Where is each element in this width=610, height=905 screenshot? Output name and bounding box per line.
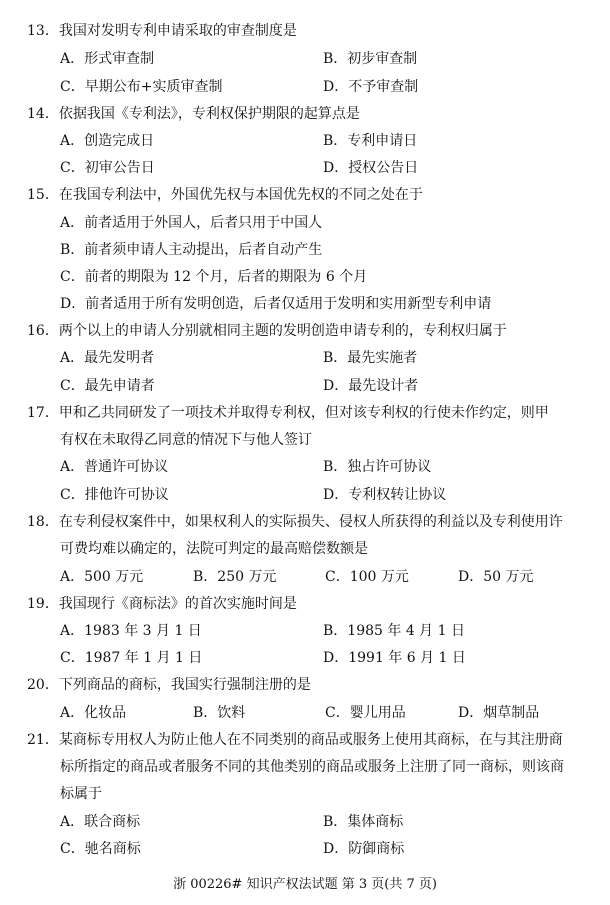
option-d: D．1991 年 6 月 1 日 <box>323 650 466 666</box>
option-c: C．最先申请者 <box>60 378 155 394</box>
option-c: C．100 万元 <box>325 569 409 585</box>
option-a: A．最先发明者 <box>60 350 155 366</box>
question-stem-continued: 标所指定的商品或者服务不同的其他类别的商品或服务上注册了同一商标，则该商 <box>60 759 564 775</box>
option-c: C．早期公布+实质审查制 <box>60 79 223 95</box>
option-a: A．普通许可协议 <box>60 459 169 475</box>
option-a: A．1983 年 3 月 1 日 <box>60 623 202 639</box>
question-stem: 19．我国现行《商标法》的首次实施时间是 <box>27 596 297 612</box>
option-b: B．独占许可协议 <box>323 459 432 475</box>
question-stem: 16．两个以上的申请人分别就相同主题的发明创造申请专利的，专利权归属于 <box>27 323 507 339</box>
option-d: D．不予审查制 <box>323 79 419 95</box>
option-c: C．驰名商标 <box>60 841 141 857</box>
question-stem: 18．在专利侵权案件中，如果权利人的实际损失、侵权人所获得的利益以及专利使用许 <box>27 514 563 530</box>
option-c: C．前者的期限为 12 个月，后者的期限为 6 个月 <box>60 269 368 285</box>
page-footer: 浙 00226# 知识产权法试题 第 3 页(共 7 页) <box>173 877 437 892</box>
question-stem: 14．依据我国《专利法》，专利权保护期限的起算点是 <box>27 106 360 122</box>
option-a: A．形式审查制 <box>60 51 155 67</box>
option-d: D．最先设计者 <box>323 378 419 394</box>
question-stem: 13．我国对发明专利申请采取的审查制度是 <box>27 23 297 39</box>
option-a: A．化妆品 <box>60 705 127 721</box>
option-b: B．集体商标 <box>323 814 404 830</box>
question-stem: 20．下列商品的商标，我国实行强制注册的是 <box>27 677 311 693</box>
question-stem-continued: 有权在未取得乙同意的情况下与他人签订 <box>60 432 312 448</box>
option-a: A．创造完成日 <box>60 133 155 149</box>
option-a: A．联合商标 <box>60 814 141 830</box>
option-b: B．1985 年 4 月 1 日 <box>323 623 465 639</box>
option-c: C．排他许可协议 <box>60 487 169 503</box>
question-stem-continued: 标属于 <box>60 786 102 802</box>
option-d: D．授权公告日 <box>323 160 419 176</box>
question-stem: 21．某商标专用权人为防止他人在不同类别的商品或服务上使用其商标，在与其注册商 <box>27 732 563 748</box>
option-b: B．初步审查制 <box>323 51 418 67</box>
option-d: D．防御商标 <box>323 841 405 857</box>
option-b: B．专利申请日 <box>323 133 418 149</box>
option-a: A．前者适用于外国人，后者只用于中国人 <box>60 215 323 231</box>
option-b: B．最先实施者 <box>323 350 418 366</box>
question-stem: 17．甲和乙共同研发了一项技术并取得专利权，但对该专利权的行使未作约定，则甲 <box>27 405 549 421</box>
option-c: C．初审公告日 <box>60 160 155 176</box>
option-b: B．前者须申请人主动提出，后者自动产生 <box>60 242 323 258</box>
option-d: D．专利权转让协议 <box>323 487 447 503</box>
option-b: B．250 万元 <box>193 569 277 585</box>
option-d: D．烟草制品 <box>458 705 540 721</box>
option-a: A．500 万元 <box>60 569 144 585</box>
question-stem: 15．在我国专利法中，外国优先权与本国优先权的不同之处在于 <box>27 187 423 203</box>
option-c: C．婴儿用品 <box>325 705 406 721</box>
option-d: D．前者适用于所有发明创造，后者仅适用于发明和实用新型专利申请 <box>60 296 492 312</box>
option-b: B．饮料 <box>193 705 246 721</box>
option-c: C．1987 年 1 月 1 日 <box>60 650 203 666</box>
option-d: D．50 万元 <box>458 569 534 585</box>
question-stem-continued: 可费均难以确定的，法院可判定的最高赔偿数额是 <box>60 541 368 557</box>
